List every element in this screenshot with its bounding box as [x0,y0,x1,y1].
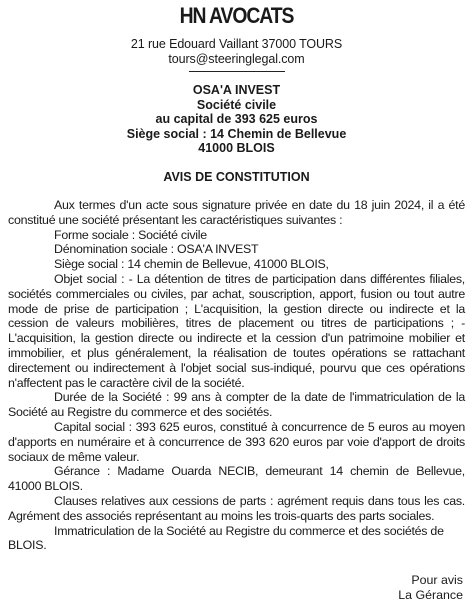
signature-block [8,573,465,603]
company-seat: Siège social : 14 Chemin de Bellevue [126,126,347,141]
signature-la-gerance: La Gérance [398,587,463,602]
paragraph-transfer-clauses: Clauses relatives aux cessions de parts : agrément requis dans tous les cas. Agrément des associés représentant au moins les trois-quarts des parts sociales. [8,493,465,523]
company-form: Société civile [196,97,277,112]
company-name: OSA'A INVEST [192,83,281,97]
header-divider [189,71,285,72]
paragraph-registration: Immatriculation de la Société au Registre du commerce et des sociétés de BLOIS. [8,523,444,553]
paragraph-share-capital: Capital social : 393 625 euros, constitué à concurrence de 5 euros au moyen d'apports en numéraire et à concurrence de 393 620 euros par voie d'apport de droits sociaux de même valeur. [8,419,465,464]
paragraph-intro: Aux termes d'un acte sous signature privée en date du 18 juin 2024, il a été constitué une société présentant les caractéristiques suivantes : [8,198,465,227]
paragraph-legal-form: Forme sociale : Société civile [54,227,207,242]
company-city: 41000 BLOIS [198,141,275,155]
paragraph-duration: Durée de la Société : 99 ans à compter de la date de l'immatriculation de la Société au Registre du commerce et des sociétés. [8,390,465,420]
paragraph-company-name: Dénomination sociale : OSA'A INVEST [54,242,259,257]
signature-pour-avis: Pour avis [411,573,463,588]
notice-body [8,198,465,553]
paragraph-registered-office: Siège social : 14 chemin de Bellevue, 41000 BLOIS, [54,257,329,272]
company-block [8,83,465,156]
firm-address: 21 rue Edouard Vaillant 37000 TOURS [130,37,343,51]
notice-title: AVIS DE CONSTITUTION [163,169,310,184]
paragraph-management: Gérance : Madame Ouarda NECIB, demeurant 14 chemin de Bellevue, 41000 BLOIS. [8,464,465,494]
paragraph-corporate-purpose: Objet social : - La détention de titres de participation dans différentes filiales, sociétés commerciales ou civiles, par achat, souscription, apport, fusion ou tout autre mode de prise de participation ; L'acquisition, la gestion directe ou indirecte et la cession de valeurs mobilières, titres de placement ou titres de participations ; - L'acquisition, la gestion directe ou indirecte et la cession d'un patrimoine mobilier et immobilier, et plus généralement, la réalisation de toutes opérations se rattachant directement ou indirectement à l'objet social sus-indiqué, pourvu que ces opérations n'affectent pas le caractère civil de la société. [8,271,465,390]
company-capital: au capital de 393 625 euros [155,112,318,126]
firm-name: HN AVOCATS [179,3,294,28]
firm-email: tours@steeringlegal.com [168,51,305,66]
